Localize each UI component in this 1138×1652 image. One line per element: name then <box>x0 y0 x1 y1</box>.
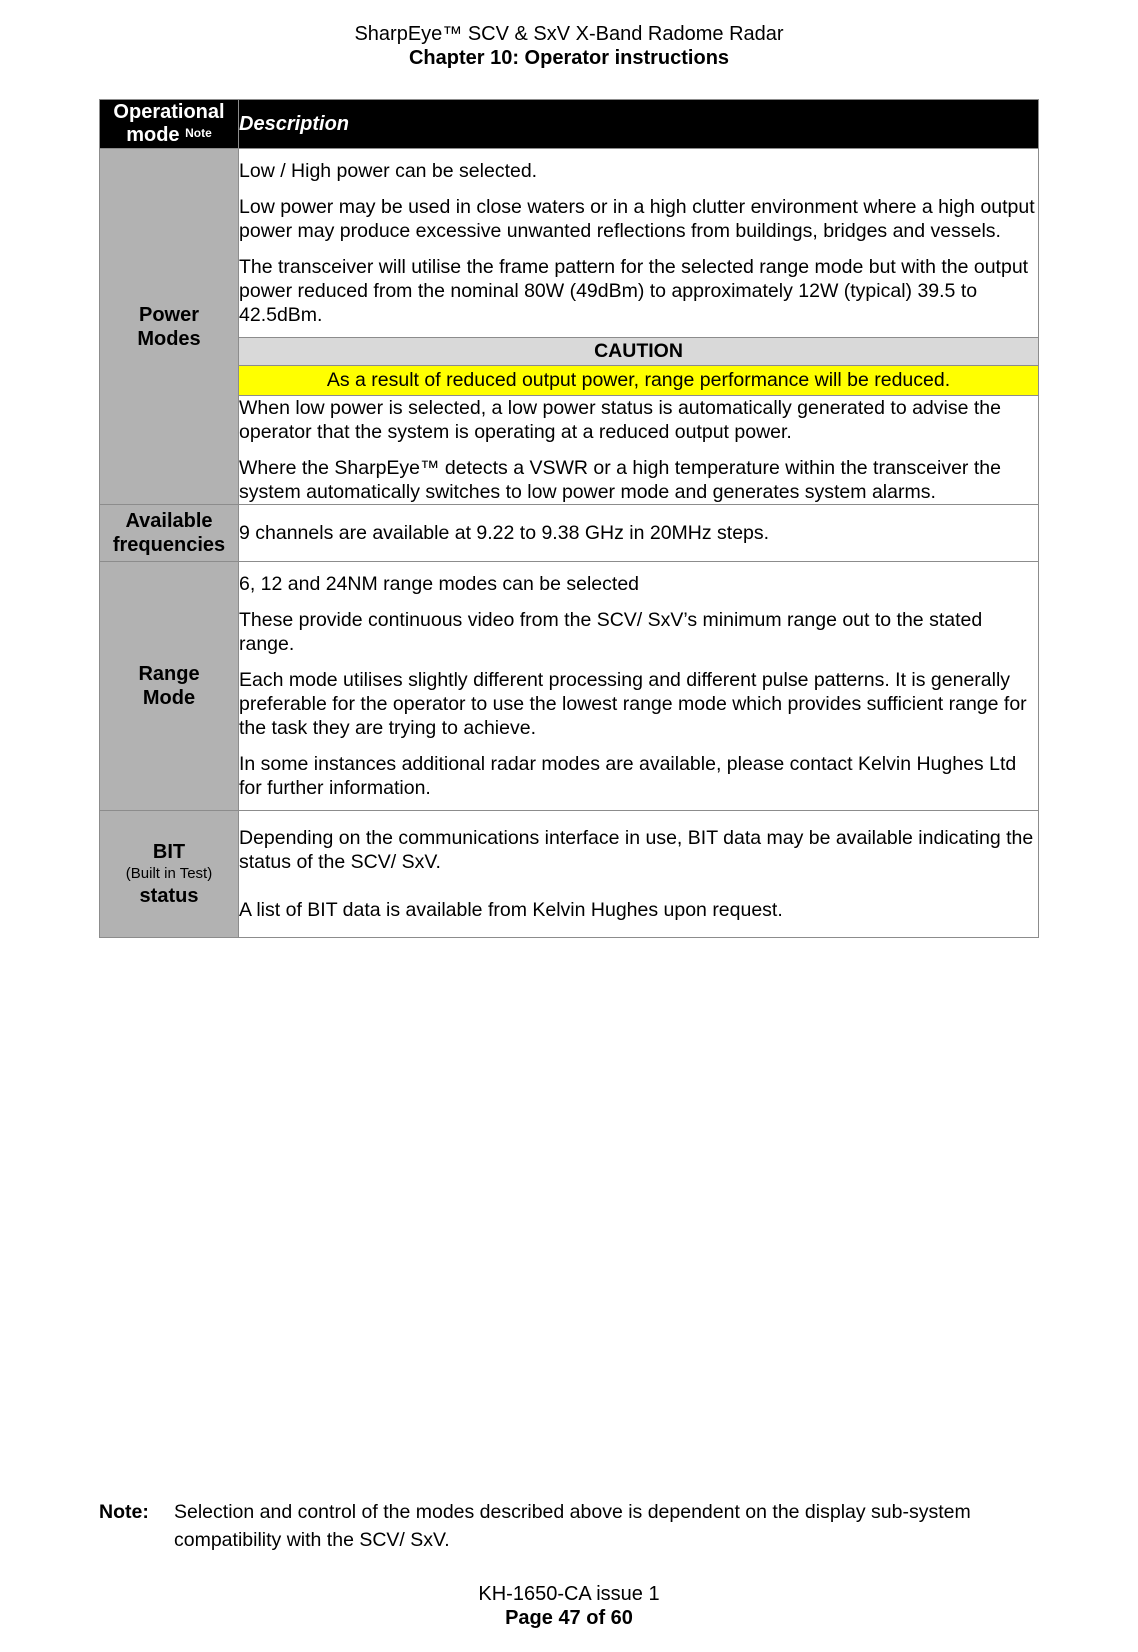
description-text: A list of BIT data is available from Kelvin Hughes upon request. <box>239 899 783 921</box>
note-label: Note: <box>99 1501 149 1523</box>
column-header-description: Description <box>239 100 1039 149</box>
description-text: 9 channels are available at 9.22 to 9.38 GHz in 20MHz steps. <box>239 522 770 544</box>
table-header-row <box>100 100 1039 149</box>
description-text: When low power is selected, a low power status is automatically generated to advise the operator that the system is operating at a reduced output power. <box>239 397 1001 443</box>
description-text: Depending on the communications interface in use, BIT data may be available indicating the status of the SCV/ SxV. <box>239 827 1034 873</box>
table-row <box>100 396 1039 505</box>
caution-text: As a result of reduced output power, range performance will be reduced. <box>239 366 1039 396</box>
mode-label: Mode <box>142 687 196 709</box>
caution-title: CAUTION <box>239 338 1039 366</box>
mode-label: Range <box>138 663 200 685</box>
description-text: Low power may be used in close waters or in a high clutter environment where a high output power may produce excessive unwanted reflections from buildings, bridges and vessels. <box>239 196 1035 242</box>
description-cell <box>239 149 1039 338</box>
table-row <box>100 149 1039 338</box>
mode-label: Modes <box>137 327 201 350</box>
mode-label: frequencies <box>112 534 226 556</box>
description-text: In some instances additional radar modes are available, please contact Kelvin Hughes Ltd for further information. <box>239 753 1017 799</box>
mode-cell-range <box>100 562 239 811</box>
description-text: Low / High power can be selected. <box>239 160 538 182</box>
description-text: Where the SharpEye™ detects a VSWR or a high temperature within the transceiver the system automatically switches to low power mode and generates system alarms. <box>239 457 1001 503</box>
description-cell <box>239 505 1039 562</box>
table-row <box>100 505 1039 562</box>
mode-cell-bit <box>100 811 239 938</box>
mode-cell-power <box>100 149 239 505</box>
document-number: KH-1650-CA issue 1 <box>478 1583 660 1605</box>
description-cell <box>239 562 1039 811</box>
chapter-title: Chapter 10: Operator instructions <box>408 47 730 69</box>
mode-label: Power <box>138 303 200 326</box>
page-footer <box>0 1582 1138 1630</box>
mode-cell-frequencies <box>100 505 239 562</box>
column-header-mode <box>100 100 239 149</box>
description-text: Each mode utilises slightly different processing and different pulse patterns. It is generally preferable for the operator to use the lowest range mode which provides sufficient range for the task they are trying to achieve. <box>239 669 1027 739</box>
mode-sublabel: (Built in Test) <box>125 865 213 882</box>
mode-label: Available <box>125 510 213 532</box>
page-header <box>0 22 1138 70</box>
table-row <box>100 811 1039 938</box>
description-text: These provide continuous video from the SCV/ SxV’s minimum range out to the stated range. <box>239 609 983 655</box>
mode-label: status <box>139 885 199 907</box>
description-text: The transceiver will utilise the frame pattern for the selected range mode but with the output power reduced from the nominal 80W (49dBm) to approximately 12W (typical) 39.5 to 42.5dBm. <box>239 256 1029 326</box>
table-row <box>100 562 1039 811</box>
column-header-mode-label: Operational mode <box>113 101 225 146</box>
description-cell <box>239 396 1039 505</box>
operational-modes-table <box>99 99 1039 938</box>
note-text: Selection and control of the modes described above is dependent on the display sub-system compatibility with the SCV/ SxV. <box>174 1501 971 1551</box>
note-superscript: Note <box>185 126 212 140</box>
caution-header-row <box>100 338 1039 366</box>
caution-body-row <box>100 366 1039 396</box>
page-number: Page 47 of 60 <box>505 1607 633 1629</box>
document-title: SharpEye™ SCV & SxV X-Band Radome Radar <box>354 23 784 45</box>
mode-label: BIT <box>152 841 186 863</box>
description-text: 6, 12 and 24NM range modes can be selected <box>239 573 640 595</box>
description-cell <box>239 811 1039 938</box>
